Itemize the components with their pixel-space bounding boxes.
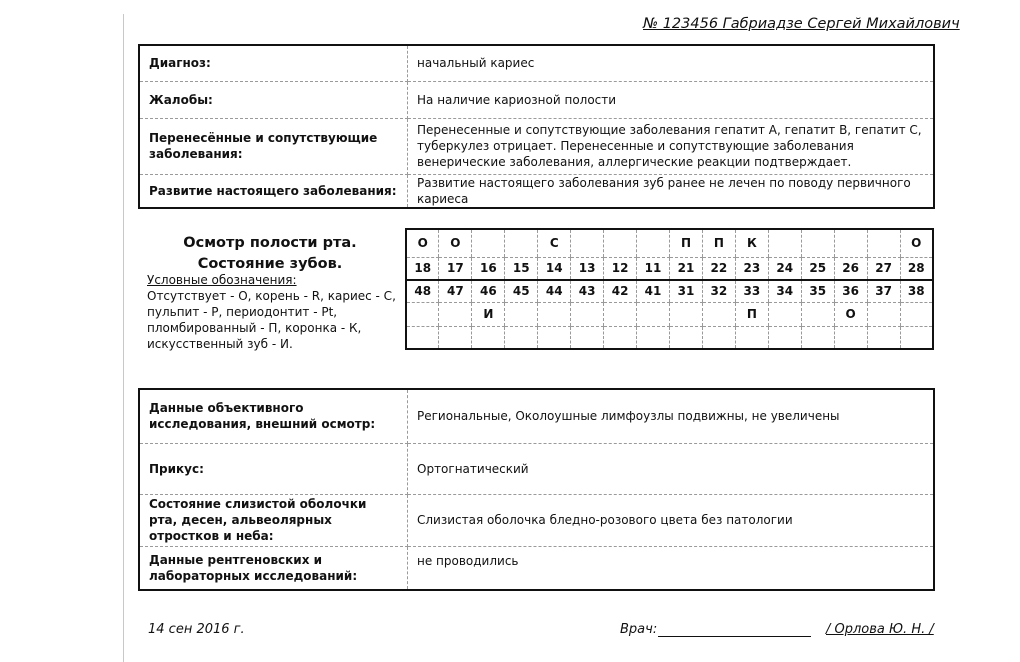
table-row xyxy=(139,494,934,546)
table-row xyxy=(139,45,934,81)
dental-chart-row xyxy=(406,326,933,349)
tooth-number: 36 xyxy=(834,280,867,303)
tooth-mark: П xyxy=(702,229,735,257)
oral-exam-title xyxy=(140,233,400,275)
disease-development-label: Развитие настоящего заболевания: xyxy=(139,174,408,208)
bite-label: Прикус: xyxy=(139,443,408,494)
dental-chart xyxy=(405,228,934,350)
tooth-mark: О xyxy=(439,229,472,257)
tooth-number: 16 xyxy=(472,257,505,280)
tooth-number: 38 xyxy=(900,280,933,303)
tooth-mark xyxy=(834,326,867,349)
tooth-mark xyxy=(768,326,801,349)
dental-chart-row xyxy=(406,302,933,326)
oral-exam-title-line2: Состояние зубов. xyxy=(197,256,343,272)
tooth-number: 47 xyxy=(439,280,472,303)
table-row xyxy=(139,546,934,590)
margin-line xyxy=(123,14,124,662)
tooth-mark xyxy=(900,302,933,326)
tooth-number: 45 xyxy=(505,280,538,303)
tooth-mark xyxy=(505,229,538,257)
anamnesis-table xyxy=(138,44,935,209)
tooth-mark xyxy=(538,326,571,349)
tooth-number: 35 xyxy=(801,280,834,303)
table-row xyxy=(139,118,934,174)
tooth-mark xyxy=(571,229,604,257)
objective-exam-table xyxy=(138,388,935,591)
disease-development-value: Развитие настоящего заболевания зуб ранее не лечен по поводу первичного кариеса xyxy=(417,175,911,206)
exam-date: 14 сен 2016 г. xyxy=(148,622,245,637)
dental-chart-row xyxy=(406,280,933,303)
tooth-mark xyxy=(670,326,703,349)
tooth-mark xyxy=(702,326,735,349)
tooth-mark xyxy=(406,302,439,326)
table-row xyxy=(139,81,934,118)
objective-exam-label: Данные объективного исследования, внешний осмотр: xyxy=(139,389,408,443)
tooth-number: 11 xyxy=(637,257,670,280)
past-diseases-value: Перенесенные и сопутствующие заболевания гепатит А, гепатит В, гепатит С, туберкулез отрицает. Перенесенные и сопутствующие заболевания венерические заболевания, аллергические реакции подтверждает. xyxy=(408,118,935,174)
tooth-number: 15 xyxy=(505,257,538,280)
tooth-number: 13 xyxy=(571,257,604,280)
tooth-mark: С xyxy=(538,229,571,257)
tooth-mark: О xyxy=(900,229,933,257)
tooth-number: 27 xyxy=(867,257,900,280)
complaints-value: На наличие кариозной полости xyxy=(408,81,935,118)
tooth-mark xyxy=(900,326,933,349)
tooth-number: 24 xyxy=(768,257,801,280)
tooth-number: 28 xyxy=(900,257,933,280)
doctor-signature-name: / Орлова Ю. Н. / xyxy=(826,622,934,637)
tooth-mark xyxy=(702,302,735,326)
tooth-number: 33 xyxy=(735,280,768,303)
tooth-number: 23 xyxy=(735,257,768,280)
tooth-mark: П xyxy=(735,302,768,326)
tooth-mark: П xyxy=(670,229,703,257)
tooth-number: 21 xyxy=(670,257,703,280)
tooth-number: 17 xyxy=(439,257,472,280)
tooth-number: 25 xyxy=(801,257,834,280)
tooth-number: 12 xyxy=(604,257,637,280)
past-diseases-label: Перенесённые и сопутствующие заболевания: xyxy=(139,118,408,174)
tooth-mark xyxy=(472,326,505,349)
tooth-mark xyxy=(801,229,834,257)
signature-line xyxy=(658,636,811,637)
table-row xyxy=(139,174,934,208)
tooth-mark xyxy=(505,302,538,326)
tooth-mark xyxy=(538,302,571,326)
bite-value: Ортогнатический xyxy=(408,443,935,494)
mucosa-value: Слизистая оболочка бледно-розового цвета без патологии xyxy=(408,494,935,546)
diagnosis-value: начальный кариес xyxy=(408,45,935,81)
doctor-label: Врач: xyxy=(620,622,658,637)
tooth-mark: О xyxy=(406,229,439,257)
tooth-mark xyxy=(604,229,637,257)
xray-lab-label: Данные рентгеновских и лабораторных исследований: xyxy=(139,546,408,590)
tooth-mark: О xyxy=(834,302,867,326)
objective-exam-value: Региональные, Околоушные лимфоузлы подвижны, не увеличены xyxy=(408,389,935,443)
tooth-number: 46 xyxy=(472,280,505,303)
tooth-mark xyxy=(637,302,670,326)
tooth-number: 44 xyxy=(538,280,571,303)
tooth-number: 37 xyxy=(867,280,900,303)
tooth-number: 43 xyxy=(571,280,604,303)
tooth-number: 14 xyxy=(538,257,571,280)
diagnosis-label: Диагноз: xyxy=(139,45,408,81)
tooth-mark xyxy=(505,326,538,349)
tooth-mark xyxy=(670,302,703,326)
tooth-mark xyxy=(834,229,867,257)
tooth-mark xyxy=(867,229,900,257)
tooth-mark xyxy=(867,326,900,349)
dental-chart-row xyxy=(406,229,933,257)
tooth-number: 31 xyxy=(670,280,703,303)
tooth-mark xyxy=(439,326,472,349)
tooth-mark: К xyxy=(735,229,768,257)
tooth-number: 34 xyxy=(768,280,801,303)
tooth-mark xyxy=(735,326,768,349)
tooth-mark xyxy=(801,302,834,326)
patient-record-header: № 123456 Габриадзе Сергей Михайлович xyxy=(643,16,960,32)
tooth-number: 48 xyxy=(406,280,439,303)
table-row xyxy=(139,389,934,443)
oral-exam-title-line1: Осмотр полости рта. xyxy=(183,235,357,251)
tooth-number: 42 xyxy=(604,280,637,303)
tooth-mark: И xyxy=(472,302,505,326)
tooth-mark xyxy=(604,326,637,349)
complaints-label: Жалобы: xyxy=(139,81,408,118)
tooth-number: 41 xyxy=(637,280,670,303)
tooth-number: 26 xyxy=(834,257,867,280)
tooth-mark xyxy=(637,326,670,349)
tooth-number: 22 xyxy=(702,257,735,280)
tooth-mark xyxy=(406,326,439,349)
tooth-mark xyxy=(604,302,637,326)
tooth-mark xyxy=(439,302,472,326)
tooth-mark xyxy=(472,229,505,257)
tooth-number: 18 xyxy=(406,257,439,280)
dental-chart-row xyxy=(406,257,933,280)
table-row xyxy=(139,443,934,494)
tooth-mark xyxy=(768,229,801,257)
tooth-mark xyxy=(867,302,900,326)
legend-title: Условные обозначения: xyxy=(147,273,297,287)
legend-text: Отсутствует - О, корень - R, кариес - С, пульпит - Р, периодонтит - Pt, пломбированный - П, коронка - К, искусственный зуб - И. xyxy=(147,289,396,351)
tooth-mark xyxy=(801,326,834,349)
tooth-mark xyxy=(571,326,604,349)
tooth-number: 32 xyxy=(702,280,735,303)
mucosa-label: Состояние слизистой оболочки рта, десен, альвеолярных отростков и неба: xyxy=(139,494,408,546)
xray-lab-value: не проводились xyxy=(417,553,519,568)
tooth-mark xyxy=(571,302,604,326)
tooth-mark xyxy=(637,229,670,257)
tooth-mark xyxy=(768,302,801,326)
